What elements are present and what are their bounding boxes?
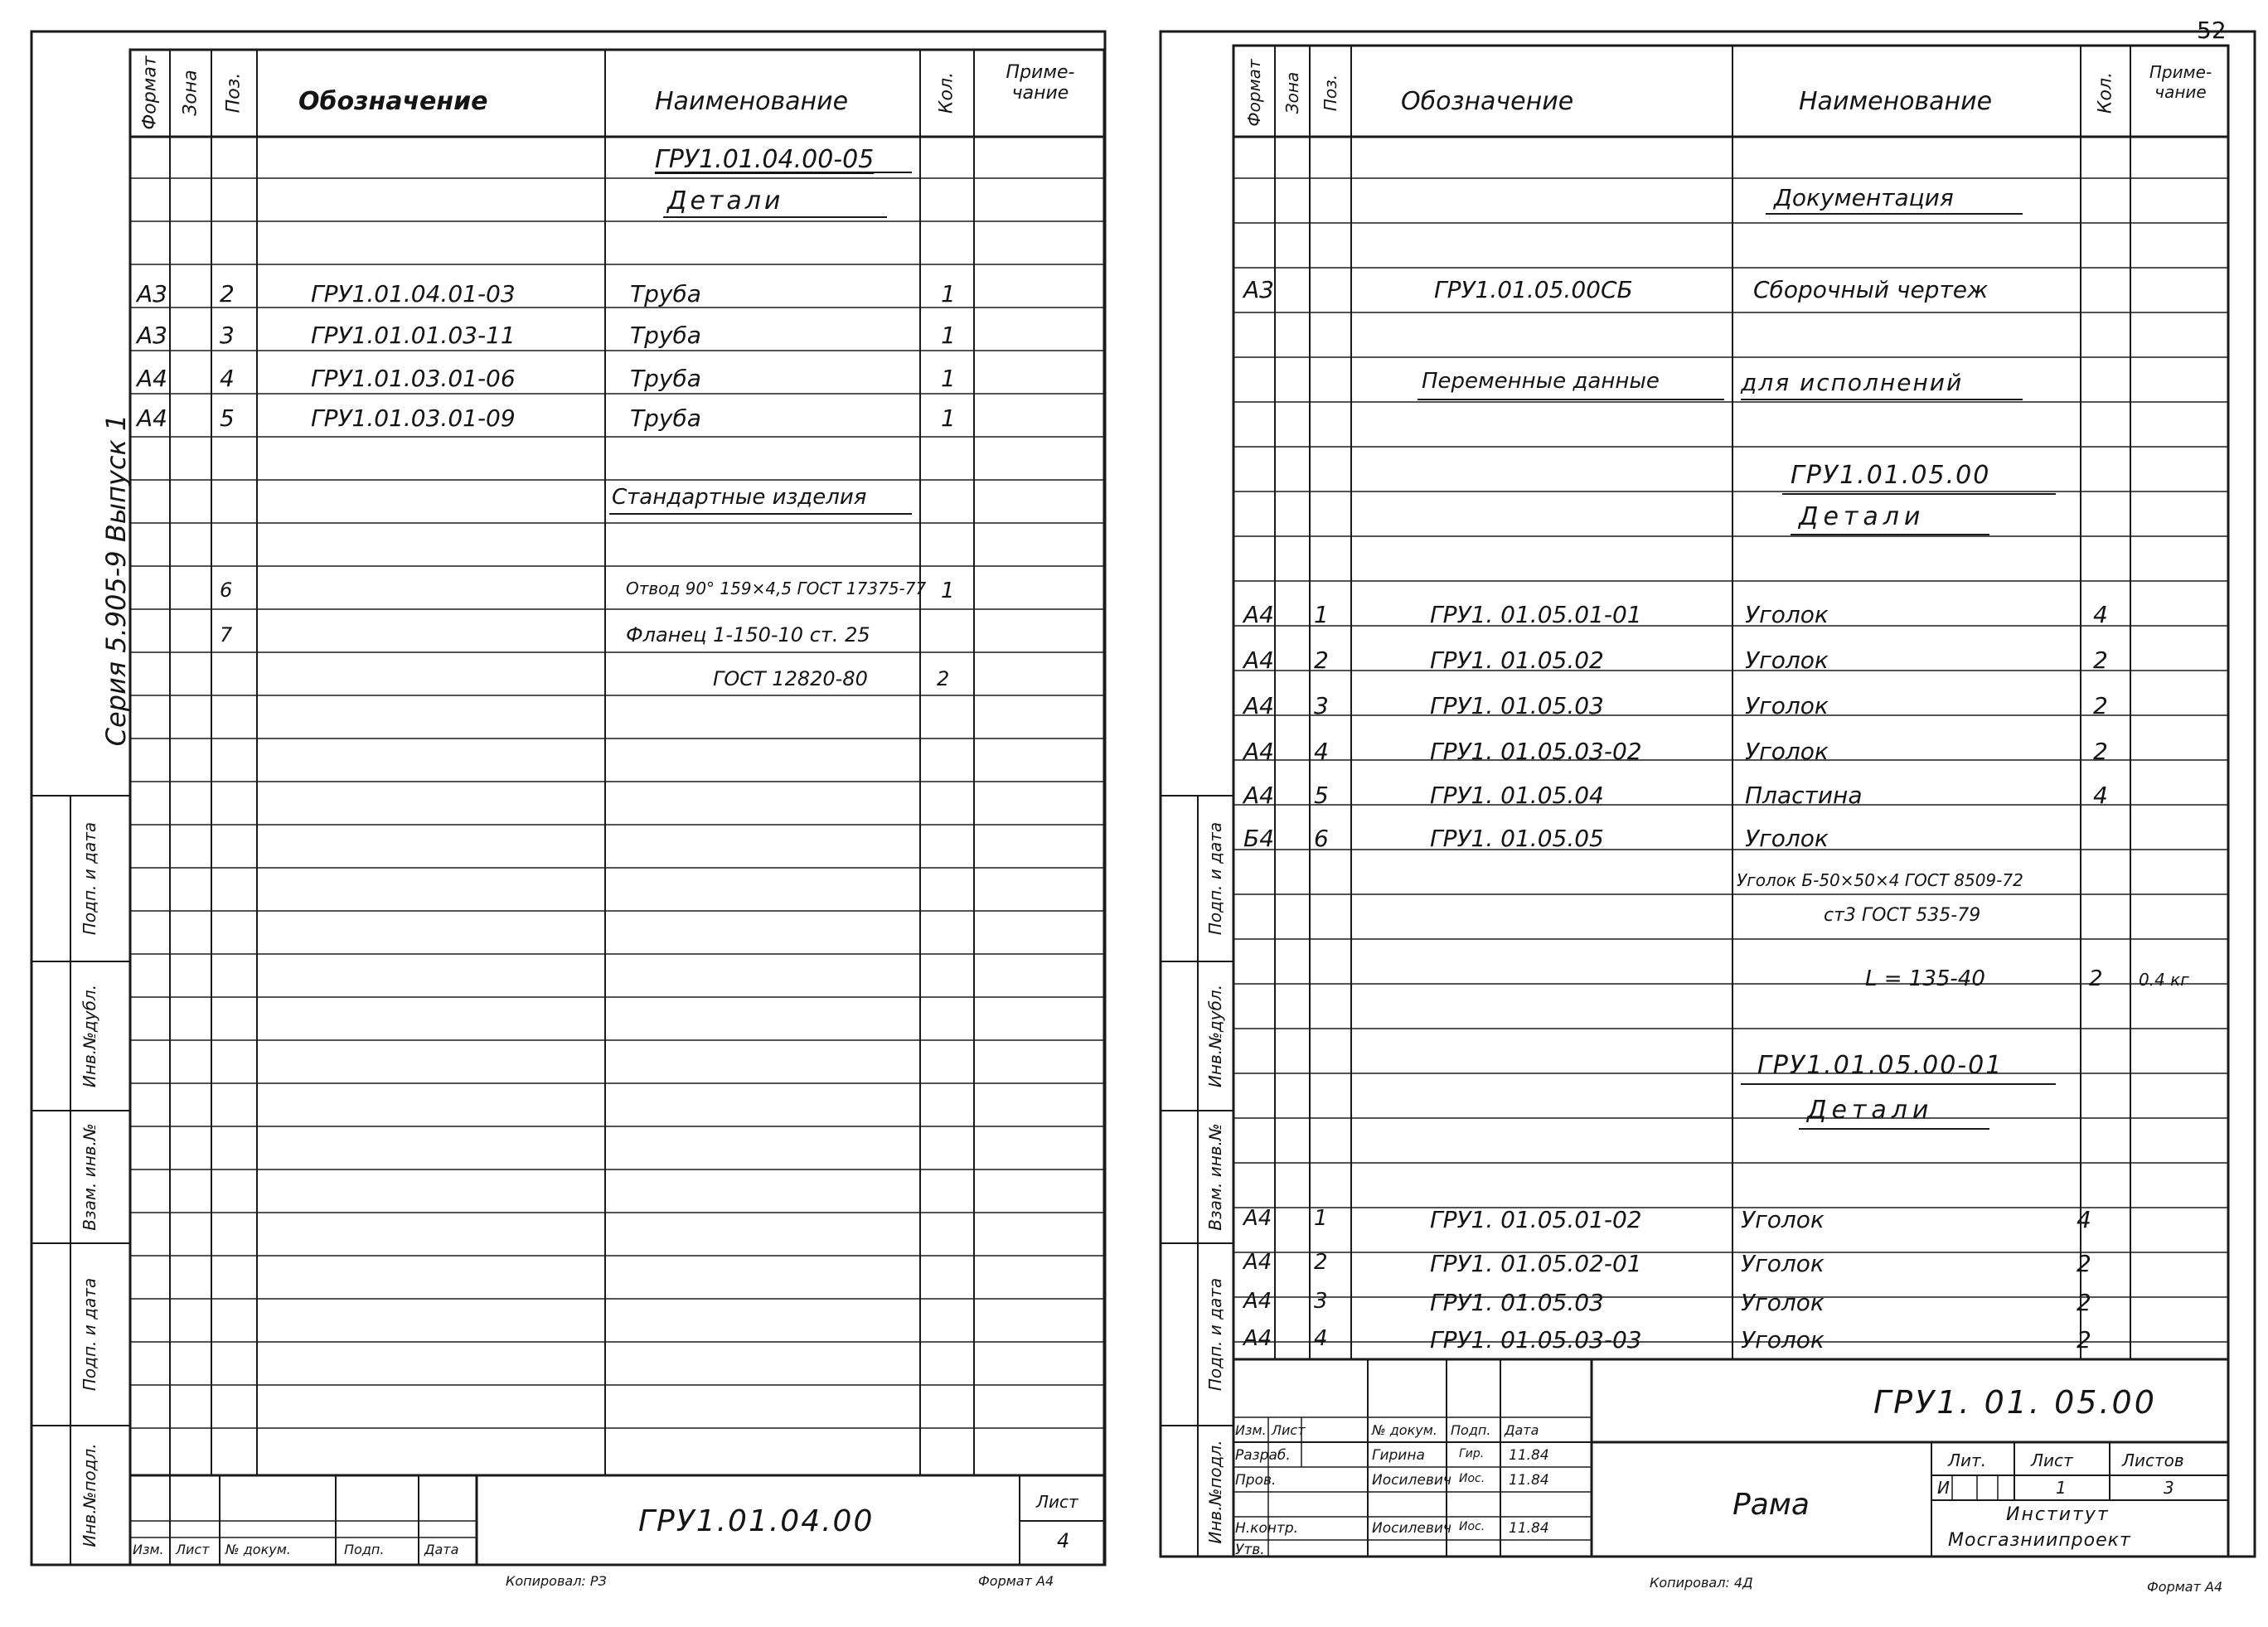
right-row-pos: 6: [1314, 825, 1329, 852]
right-header-designation: Обозначение: [1401, 87, 1574, 116]
left-row-designation: ГРУ1.01.03.01-06: [311, 365, 516, 392]
right-row-designation: ГРУ1. 01.05.01-01: [1430, 601, 1642, 628]
right-row-name: Уголок: [1745, 825, 1829, 852]
left-header-qty: Кол.: [936, 71, 957, 114]
right-side-label: Подп. и дата: [1205, 821, 1225, 936]
right-tb-sheet: 1: [2056, 1478, 2067, 1498]
right-tb-col: Лист: [1272, 1422, 1306, 1438]
right-tb-sheets-label: Листов: [2122, 1450, 2184, 1470]
right-row-name: Уголок: [1741, 1326, 1825, 1353]
right-row-pos: 5: [1314, 782, 1329, 809]
right-tb-col: № докум.: [1372, 1422, 1437, 1438]
left-group-variant: ГРУ1.01.04.00-05: [655, 145, 875, 174]
left-row-pos: 7: [220, 623, 233, 646]
right-row-pos: 1: [1314, 1206, 1328, 1231]
right-row-name: Уголок Б-50×50×4 ГОСТ 8509-72: [1737, 870, 2023, 890]
left-tb-col: № докум.: [225, 1542, 291, 1557]
right-tb-sheets: 3: [2164, 1478, 2174, 1498]
right-row-designation: ГРУ1. 01.05.04: [1430, 782, 1604, 809]
right-row-name: Уголок: [1741, 1250, 1825, 1277]
right-row-name: L = 135-40: [1865, 966, 1985, 991]
right-row-qty: 4: [2077, 1206, 2091, 1233]
right-tb-col: Дата: [1505, 1422, 1539, 1438]
left-header-note: Приме-чание: [1006, 62, 1075, 104]
left-row-designation: ГРУ1.01.04.01-03: [311, 280, 516, 307]
right-row-format: А4: [1243, 1326, 1272, 1351]
left-row-format: А4: [137, 404, 167, 432]
left-row-format: А3: [137, 322, 167, 349]
right-tb-designation: ГРУ1. 01. 05.00: [1873, 1384, 2157, 1421]
left-row-name: ГОСТ 12820-80: [713, 667, 868, 690]
right-row-format: А4: [1243, 1250, 1272, 1275]
right-side-label: Подп. и дата: [1205, 1277, 1225, 1392]
left-tb-col: Изм.: [133, 1542, 164, 1557]
right-row-pos: 2: [1314, 646, 1329, 674]
right-row-designation: ГРУ1. 01.05.03: [1430, 692, 1604, 719]
left-tb-sheet-label: Лист: [1036, 1492, 1078, 1512]
left-tb-col: Дата: [424, 1542, 459, 1557]
right-row-format: Б4: [1243, 825, 1275, 852]
left-side-label: Подп. и дата: [80, 1277, 99, 1392]
left-row-qty: 1: [941, 322, 956, 349]
right-tb-date: 11.84: [1509, 1447, 1549, 1464]
right-row-name: Уголок: [1741, 1289, 1825, 1316]
left-side-label: Инв.№дубл.: [80, 984, 99, 1088]
left-row-format: А4: [137, 365, 167, 392]
right-group-variant: ГРУ1.01.05.00-01: [1757, 1051, 2004, 1080]
right-tb-org-1: Институт: [2006, 1504, 2110, 1525]
left-group-standard: Стандартные изделия: [612, 485, 867, 510]
right-row-format: А4: [1243, 692, 1274, 719]
right-format: Формат А4: [2147, 1579, 2223, 1595]
right-row-name: Уголок: [1745, 738, 1829, 765]
left-row-pos: 2: [220, 280, 235, 307]
left-row-name: Отвод 90° 159×4,5 ГОСТ 17375-77: [626, 579, 927, 598]
right-row-format: А4: [1243, 1289, 1272, 1314]
right-row-designation: ГРУ1. 01.05.03-02: [1430, 738, 1642, 765]
right-tb-person: Иосилевич: [1372, 1520, 1451, 1537]
right-row-format: А4: [1243, 738, 1274, 765]
left-side-label: Взам. инв.№: [80, 1123, 99, 1231]
left-side-label: Подп. и дата: [80, 821, 99, 936]
right-row-qty: 4: [2093, 782, 2108, 809]
left-tb-col: Лист: [176, 1542, 210, 1557]
right-header-name: Наименование: [1799, 87, 1993, 116]
right-group-documentation: Документация: [1774, 184, 1954, 211]
right-row-pos: 1: [1314, 601, 1329, 628]
right-group-details: Детали: [1799, 502, 1926, 531]
left-row-qty: 1: [941, 280, 956, 307]
right-row-qty: 4: [2093, 601, 2108, 628]
left-row-pos: 3: [220, 322, 235, 349]
right-group-details: Детали: [1807, 1096, 1934, 1125]
right-row-format: А3: [1243, 276, 1274, 303]
right-row-designation: Переменные данные: [1422, 369, 1660, 394]
right-tb-sign: Гир.: [1459, 1447, 1485, 1460]
right-row-qty: 2: [2093, 646, 2108, 674]
left-row-name: Труба: [630, 365, 701, 392]
right-tb-role: Н.контр.: [1235, 1520, 1299, 1537]
right-tb-col: Изм.: [1235, 1422, 1267, 1438]
left-format: Формат А4: [978, 1573, 1054, 1589]
left-header-designation: Обозначение: [298, 87, 488, 116]
right-row-qty: 2: [2093, 738, 2108, 765]
right-tb-person: Иосилевич: [1372, 1472, 1451, 1489]
right-row-format: А4: [1243, 1206, 1272, 1231]
right-row-name: Уголок: [1741, 1206, 1825, 1233]
right-side-label: Взам. инв.№: [1205, 1123, 1225, 1231]
right-tb-role: Утв.: [1235, 1542, 1265, 1558]
right-row-qty: 2: [2089, 966, 2103, 991]
right-tb-person: Гирина: [1372, 1447, 1425, 1464]
left-copied: Копировал: РЗ: [506, 1573, 607, 1589]
left-row-designation: ГРУ1.01.01.03-11: [311, 322, 516, 349]
right-row-name: Уголок: [1745, 601, 1829, 628]
right-header-zone: Зона: [1282, 71, 1302, 114]
left-row-pos: 5: [220, 404, 235, 432]
left-group-details: Детали: [667, 186, 784, 215]
right-tb-role: Разраб.: [1235, 1447, 1291, 1464]
left-header-zone: Зона: [180, 70, 201, 116]
right-tb-title: Рама: [1732, 1488, 1810, 1522]
right-tb-date: 11.84: [1509, 1472, 1549, 1489]
left-header-pos: Поз.: [223, 72, 245, 114]
right-row-designation: ГРУ1.01.05.00СБ: [1434, 276, 1633, 303]
right-row-name: ст3 ГОСТ 535-79: [1824, 905, 1981, 926]
right-row-designation: ГРУ1. 01.05.02-01: [1430, 1250, 1642, 1277]
left-row-designation: ГРУ1.01.03.01-09: [311, 404, 516, 432]
right-header-qty: Кол.: [2095, 71, 2116, 114]
right-row-designation: ГРУ1. 01.05.01-02: [1430, 1206, 1642, 1233]
right-tb-lit-label: Лит.: [1948, 1450, 1987, 1470]
left-tb-designation: ГРУ1.01.04.00: [638, 1504, 875, 1538]
left-row-qty: 1: [941, 404, 956, 432]
right-tb-org-2: Мосгазниипроект: [1948, 1530, 2131, 1551]
right-row-designation: ГРУ1. 01.05.03-03: [1430, 1326, 1642, 1353]
right-side-label: Инв.№подл.: [1205, 1440, 1225, 1544]
right-row-note: 0.4 кг: [2139, 970, 2189, 990]
left-side-label: Инв.№подл.: [80, 1443, 99, 1547]
page-number: 52: [2197, 17, 2227, 44]
right-tb-lit: И: [1937, 1478, 1950, 1498]
left-tb-col: Подп.: [344, 1542, 385, 1557]
right-row-designation: ГРУ1. 01.05.05: [1430, 825, 1604, 852]
left-row-name: Труба: [630, 404, 701, 432]
right-side-label: Инв.№дубл.: [1205, 984, 1225, 1088]
right-tb-col: Подп.: [1451, 1422, 1491, 1438]
right-row-pos: 3: [1314, 1289, 1328, 1314]
right-row-qty: 2: [2077, 1326, 2091, 1353]
right-row-pos: 3: [1314, 692, 1329, 719]
right-row-format: А4: [1243, 646, 1274, 674]
left-tb-sheet: 4: [1057, 1529, 1070, 1552]
right-tb-date: 11.84: [1509, 1520, 1549, 1537]
series-label: Серия 5.905-9 Выпуск 1: [100, 414, 132, 747]
left-row-pos: 4: [220, 365, 235, 392]
right-row-qty: 2: [2093, 692, 2108, 719]
right-header-format: Формат: [1244, 59, 1264, 127]
right-row-pos: 2: [1314, 1250, 1328, 1275]
right-row-designation: ГРУ1. 01.05.03: [1430, 1289, 1604, 1316]
right-row-name: Сборочный чертеж: [1753, 276, 1989, 303]
left-header-format: Формат: [139, 56, 161, 130]
left-row-name: Труба: [630, 322, 701, 349]
left-row-qty: 1: [941, 365, 956, 392]
right-row-name: Уголок: [1745, 646, 1829, 674]
right-row-qty: 2: [2077, 1250, 2091, 1277]
left-row-format: А3: [137, 280, 167, 307]
right-row-name: Пластина: [1745, 782, 1863, 809]
right-tb-sheet-label: Лист: [2031, 1450, 2073, 1470]
right-row-format: А4: [1243, 601, 1274, 628]
right-tb-sign: Иос.: [1459, 1520, 1485, 1533]
left-row-qty: 1: [941, 579, 955, 603]
right-header-pos: Поз.: [1321, 74, 1340, 112]
right-row-format: А4: [1243, 782, 1274, 809]
right-row-pos: 4: [1314, 1326, 1328, 1351]
right-tb-role: Пров.: [1235, 1472, 1277, 1489]
right-row-designation: ГРУ1. 01.05.02: [1430, 646, 1604, 674]
left-header-name: Наименование: [655, 87, 849, 116]
right-row-qty: 2: [2077, 1289, 2091, 1316]
right-group-variant: ГРУ1.01.05.00: [1791, 461, 1991, 490]
left-row-pos: 6: [220, 579, 233, 602]
right-row-name: для исполнений: [1741, 369, 1964, 396]
right-row-pos: 4: [1314, 738, 1329, 765]
right-tb-sign: Иос.: [1459, 1472, 1485, 1485]
left-row-name: Фланец 1-150-10 ст. 25: [626, 623, 870, 646]
right-copied: Копировал: 4Д: [1650, 1575, 1753, 1591]
right-row-name: Уголок: [1745, 692, 1829, 719]
left-row-name: Труба: [630, 280, 701, 307]
right-header-note: Приме-чание: [2149, 62, 2212, 102]
left-row-qty: 2: [937, 667, 950, 690]
